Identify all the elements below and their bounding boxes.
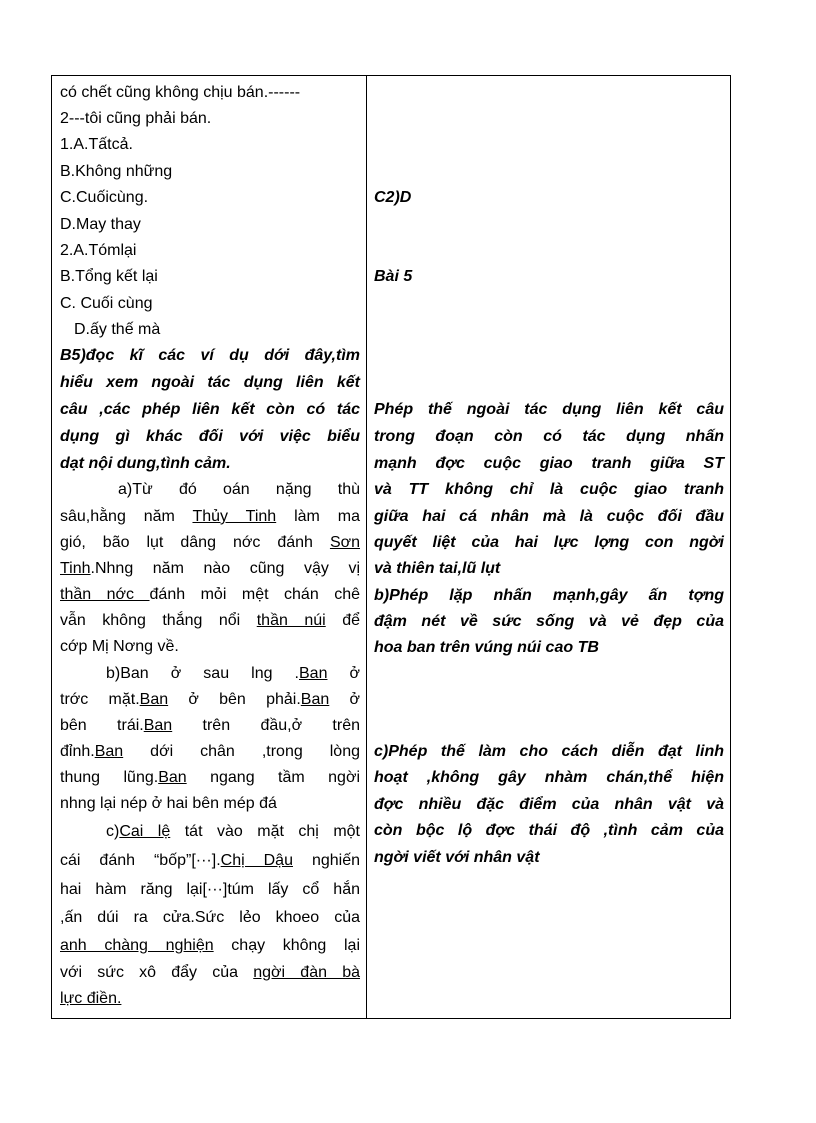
example-c-line-5: anh chàng nghiện chạy không lại — [60, 937, 360, 954]
substituted-word: Chị Dậu — [220, 852, 293, 869]
substituted-word: ngời đàn bà — [253, 964, 360, 981]
substituted-word: Cai lệ — [119, 823, 171, 840]
left-line-2: 2---tôi cũng phải bán. — [60, 110, 212, 127]
example-b-line-2: trớc mặt.Ban ở bên phải.Ban ở — [60, 691, 361, 708]
left-line-6: D.May thay — [60, 216, 141, 233]
left-line-10: D.ấy thế mà — [74, 321, 161, 338]
answer-c-line-4: còn bộc lộ đợc thái độ ,tình cảm của — [374, 822, 724, 839]
example-c-line-7 — [60, 989, 121, 1009]
repeated-word: Ban — [300, 691, 330, 708]
left-line-3: 1.A.Tấtcả. — [60, 136, 133, 153]
linked-word: thần nớc — [60, 586, 150, 603]
linked-word: Thủy Tinh — [192, 508, 277, 525]
answer-a-line-6: quyết liệt của hai lực lợng con ngời — [374, 534, 724, 551]
answer-a-line-3: mạnh đợc cuộc giao tranh giữa ST — [374, 455, 724, 472]
answer-c-line-3: đợc nhiều đặc điểm của nhân vật và — [374, 796, 724, 813]
example-c-line-1: c)Cai lệ tát vào mặt chị một — [106, 823, 361, 840]
answer-a-line-5: giữa hai cá nhân mà là cuộc đối đầu — [374, 508, 724, 525]
example-a-line-3: gió, bão lụt dâng nớc đánh Sơn — [60, 534, 360, 551]
example-c-line-6: với sức xô đẩy của ngời đàn bà — [60, 964, 360, 981]
example-a-line-2: sâu,hằng năm Thủy Tinh làm ma — [60, 508, 360, 525]
left-question-line-1: B5)đọc kĩ các ví dụ dới đây,tìm — [60, 347, 360, 364]
left-question-line-5: dạt nội dung,tình cảm. — [60, 455, 231, 472]
answer-c-line-2: hoạt ,không gây nhàm chán,thể hiện — [374, 769, 724, 786]
example-a-line-4: Tinh.Nhng năm nào cũng vậy vị — [60, 560, 360, 577]
answer-a-line-2: trong đoạn còn có tác dụng nhấn — [374, 428, 724, 445]
substituted-word: lực điền. — [60, 990, 122, 1007]
left-line-5: C.Cuốicùng. — [60, 189, 149, 206]
example-b-line-5: thung lũng.Ban ngang tầm ngời — [60, 769, 360, 786]
repeated-word: Ban — [139, 691, 169, 708]
left-line-8: B.Tổng kết lại — [60, 268, 158, 285]
example-a-line-6: vẫn không thắng nổi thần núi để — [60, 612, 361, 629]
linked-word: thần núi — [256, 612, 326, 629]
answer-a-line-1: Phép thế ngoài tác dụng liên kết câu — [374, 401, 724, 418]
linked-word: Tinh — [60, 560, 91, 577]
answer-c-line-1: c)Phép thế làm cho cách diễn đạt linh — [374, 743, 724, 760]
example-a-line-1: a)Từ đó oán nặng thù — [118, 481, 360, 498]
left-question-line-3: câu ,các phép liên kết còn có tác — [60, 401, 360, 418]
column-divider — [366, 76, 367, 1018]
substituted-word: anh chàng nghiện — [60, 937, 214, 954]
left-question-line-4: dụng gì khác đối với việc biểu — [60, 428, 360, 445]
answer-b-line-3: hoa ban trên vúng núi cao TB — [374, 639, 599, 656]
left-line-7: 2.A.Tómlại — [60, 242, 137, 259]
answer-b-line-2: đậm nét về sức sống và vẻ đẹp của — [374, 613, 724, 630]
repeated-word: Ban — [94, 743, 124, 760]
example-b-line-3: bên trái.Ban trên đầu,ở trên — [60, 717, 361, 734]
answer-bai5-heading: Bài 5 — [374, 268, 413, 285]
answer-a-line-7: và thiên tai,lũ lụt — [374, 560, 501, 577]
answer-b-line-1: b)Phép lặp nhấn mạnh,gây ấn tợng — [374, 587, 724, 604]
answer-c-line-5: ngời viết với nhân vật — [374, 849, 540, 866]
answer-c2: C2)D — [374, 189, 412, 206]
example-c-line-3: hai hàm răng lại[···]túm lấy cổ hắn — [60, 881, 360, 898]
example-b-line-6: nhng lại nép ở hai bên mép đá — [60, 795, 277, 812]
repeated-word: Ban — [158, 769, 187, 786]
example-b-line-1: b)Ban ở sau lng .Ban ở — [106, 665, 361, 682]
left-line-1: có chết cũng không chịu bán.------ — [60, 84, 301, 101]
repeated-word: Ban — [299, 665, 328, 682]
left-question-line-2: hiểu xem ngoài tác dụng liên kết — [60, 374, 360, 391]
answer-a-line-4: và TT không chỉ là cuộc giao tranh — [374, 481, 724, 498]
left-line-4: B.Không những — [60, 163, 173, 180]
example-a-line-7: cớp Mị Nơng về. — [60, 638, 179, 655]
example-a-line-5: thần nớc đánh mỏi mệt chán chê — [60, 586, 361, 603]
content-table — [51, 75, 731, 1019]
linked-word: Sơn — [329, 534, 360, 551]
example-c-line-2: cái đánh “bốp”[···].Chị Dậu nghiến — [60, 852, 360, 869]
example-b-line-4: đỉnh.Ban dới chân ,trong lòng — [60, 743, 360, 760]
left-line-9: C. Cuối cùng — [60, 295, 153, 312]
example-c-line-4: ,ấn dúi ra cửa.Sức lẻo khoeo của — [60, 909, 360, 926]
repeated-word: Ban — [143, 717, 173, 734]
